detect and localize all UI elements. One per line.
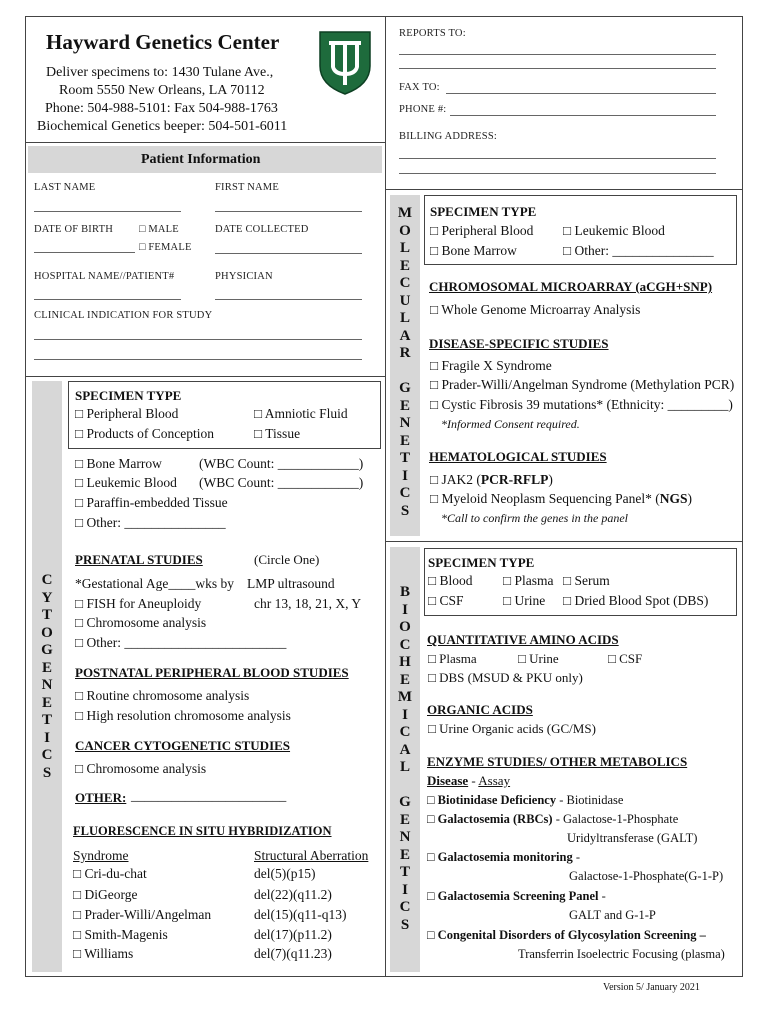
galactosemia-screening-line-2: GALT and G-1-P	[569, 908, 656, 922]
prenatal-other[interactable]: □ Other: ________________________	[75, 635, 287, 650]
galactosemia-rbc-disease: □ Galactosemia (RBCs)	[427, 812, 553, 826]
cyto-specimen-heading: SPECIMEN TYPE	[75, 388, 182, 403]
molecular-specimen-heading: SPECIMEN TYPE	[430, 204, 537, 219]
date-collected-field[interactable]	[215, 253, 362, 254]
biochem-dbs[interactable]: □ Dried Blood Spot (DBS)	[563, 593, 709, 608]
amino-csf[interactable]: □ CSF	[608, 651, 643, 666]
billing-label: BILLING ADDRESS:	[399, 131, 497, 142]
other-line[interactable]: _______________________	[131, 788, 287, 803]
center-divider	[385, 16, 386, 977]
first-name-field[interactable]	[215, 211, 362, 212]
cyto-vertical-label: C Y T O G E N E T I C S	[41, 572, 53, 781]
jak2[interactable]	[430, 473, 553, 487]
syndrome-item[interactable]: □ Smith-Magenis	[73, 927, 168, 942]
cyto-amniotic-fluid[interactable]: □ Amniotic Fluid	[254, 406, 348, 421]
molecular-peripheral-blood[interactable]: □ Peripheral Blood	[430, 223, 534, 238]
cancer-heading: CANCER CYTOGENETIC STUDIES	[75, 738, 291, 753]
billing-line-1[interactable]	[399, 158, 716, 159]
cyto-peripheral-blood[interactable]: □ Peripheral Blood	[75, 406, 179, 421]
molecular-bottom-rule	[385, 541, 743, 542]
galactosemia-screening-disease: □ Galactosemia Screening Panel	[427, 889, 599, 903]
prenatal-heading: PRENATAL STUDIES	[75, 552, 203, 567]
circle-one-note: (Circle One)	[254, 552, 320, 567]
hospital-field[interactable]	[34, 299, 181, 300]
molecular-vertical-label: M O L E C U L A R G E N E T I C S	[397, 205, 413, 519]
phone-line[interactable]	[450, 115, 716, 116]
syndrome-item[interactable]: □ Williams	[73, 946, 134, 961]
syndrome-item[interactable]: □ Prader-Willi/Angelman	[73, 907, 212, 922]
amino-urine[interactable]: □ Urine	[518, 651, 559, 666]
fish-heading: FLUORESCENCE IN SITU HYBRIDIZATION	[73, 824, 332, 838]
biochem-specimen-heading: SPECIMEN TYPE	[428, 555, 535, 570]
gestational-age[interactable]: *Gestational Age____wks by	[75, 576, 234, 591]
cyto-tissue[interactable]: □ Tissue	[254, 426, 301, 441]
biochem-plasma[interactable]: □ Plasma	[503, 573, 554, 588]
galactosemia-monitoring-disease: □ Galactosemia monitoring	[427, 850, 573, 864]
first-name-label: FIRST NAME	[215, 182, 279, 193]
beeper: Biochemical Genetics beeper: 504-501-6011	[37, 119, 288, 134]
deliver-line-2: Room 5550 New Orleans, LA 70112	[59, 83, 265, 98]
version-footer: Version 5/ January 2021	[603, 982, 700, 993]
male-checkbox[interactable]: □ MALE	[139, 224, 179, 235]
microarray-heading: CHROMOSOMAL MICROARRAY (aCGH+SNP)	[429, 279, 713, 294]
hospital-label: HOSPITAL NAME//PATIENT#	[34, 271, 175, 282]
galactosemia-rbc[interactable]	[427, 813, 678, 826]
cyto-leukemic-blood[interactable]: □ Leukemic Blood	[75, 475, 177, 490]
myeloid-suffix: )	[687, 491, 693, 506]
cdg-screening[interactable]: □ Congenital Disorders of Glycosylation Screening –	[427, 928, 706, 942]
amino-plasma[interactable]: □ Plasma	[428, 651, 477, 666]
myeloid-method: NGS	[659, 491, 688, 506]
female-checkbox[interactable]: □ FEMALE	[139, 242, 192, 253]
syndrome-column-header: Syndrome	[73, 848, 129, 863]
cyto-wbc-count-2[interactable]: (WBC Count: ____________)	[199, 475, 364, 490]
hematological-heading: HEMATOLOGICAL STUDIES	[429, 449, 607, 464]
fish-aneuploidy[interactable]: □ FISH for Aneuploidy	[75, 596, 202, 611]
clinical-indication-line-2[interactable]	[34, 359, 362, 360]
cyto-wbc-count-1[interactable]: (WBC Count: ____________)	[199, 456, 364, 471]
aberration-column-header: Structural Aberration	[254, 848, 369, 863]
aberration-item: del(17)(p11.2)	[254, 927, 332, 942]
cystic-fibrosis[interactable]: □ Cystic Fibrosis 39 mutations* (Ethnicity: _________)	[430, 397, 733, 412]
reports-to-label: REPORTS TO:	[399, 28, 466, 39]
reports-to-line-1[interactable]	[399, 54, 716, 55]
galactosemia-screening-dash: -	[598, 889, 606, 903]
cdg-screening-line-2: Transferrin Isoelectric Focusing (plasma)	[518, 947, 725, 961]
jak2-suffix: )	[548, 472, 553, 487]
reports-bottom-rule	[385, 189, 743, 190]
disease-specific-heading: DISEASE-SPECIFIC STUDIES	[429, 336, 609, 351]
disease-assay-legend	[427, 774, 510, 787]
galactosemia-monitoring-dash: -	[572, 850, 581, 864]
last-name-field[interactable]	[34, 211, 181, 212]
disease-assay-dash: -	[468, 773, 479, 788]
fax-to-label: FAX TO:	[399, 82, 440, 93]
myeloid-panel[interactable]	[430, 492, 692, 506]
organic-urine[interactable]: □ Urine Organic acids (GC/MS)	[428, 721, 596, 736]
syndrome-item[interactable]: □ DiGeorge	[73, 887, 138, 902]
lmp-ultrasound[interactable]: LMP ultrasound	[247, 576, 335, 591]
phone-fax: Phone: 504-988-5101: Fax 504-988-1763	[45, 101, 278, 116]
center-title: Hayward Genetics Center	[46, 30, 280, 54]
physician-field[interactable]	[215, 299, 362, 300]
phone-label: PHONE #:	[399, 104, 447, 115]
biochem-vertical-label: B I O C H E M I C A L G E N E T I C S	[397, 584, 413, 933]
cyto-paraffin-tissue[interactable]: □ Paraffin-embedded Tissue	[75, 495, 228, 510]
reports-to-line-2[interactable]	[399, 68, 716, 69]
galactosemia-monitoring[interactable]	[427, 851, 580, 864]
aberration-item: del(7)(q11.23)	[254, 946, 332, 961]
deliver-line-1: Deliver specimens to: 1430 Tulane Ave.,	[46, 65, 274, 80]
clinical-indication-label: CLINICAL INDICATION FOR STUDY	[34, 310, 213, 321]
date-collected-label: DATE COLLECTED	[215, 224, 309, 235]
clinical-indication-line-1[interactable]	[34, 339, 362, 340]
biotinidase-disease: □ Biotinidase Deficiency	[427, 793, 557, 807]
whole-genome-microarray[interactable]: □ Whole Genome Microarray Analysis	[430, 302, 641, 317]
prenatal-chromosome-analysis[interactable]: □ Chromosome analysis	[75, 615, 207, 630]
cyto-other-specimen[interactable]: □ Other: _______________	[75, 515, 226, 530]
high-res-chromosome-analysis[interactable]: □ High resolution chromosome analysis	[75, 708, 291, 723]
molecular-bone-marrow[interactable]: □ Bone Marrow	[430, 243, 517, 258]
amino-acids-heading: QUANTITATIVE AMINO ACIDS	[427, 632, 619, 647]
galactosemia-rbc-line-2: Uridyltransferase (GALT)	[567, 831, 698, 845]
billing-line-2[interactable]	[399, 173, 716, 174]
assay-label: Assay	[478, 773, 511, 788]
enzyme-heading: ENZYME STUDIES/ OTHER METABOLICS	[427, 754, 688, 769]
biochem-blood[interactable]: □ Blood	[428, 573, 473, 588]
biotinidase-assay: - Biotinidase	[556, 793, 624, 807]
tulane-shield-logo	[318, 30, 372, 96]
syndrome-item[interactable]: □ Cri-du-chat	[73, 866, 147, 881]
patient-bottom-rule	[25, 376, 385, 377]
biochem-csf[interactable]: □ CSF	[428, 593, 464, 608]
call-to-confirm-note: *Call to confirm the genes in the panel	[441, 511, 628, 525]
prader-willi-methylation[interactable]: □ Prader-Willi/Angelman Syndrome (Methylation PCR)	[430, 377, 735, 392]
aberration-item: del(5)(p15)	[254, 866, 316, 881]
galactosemia-monitoring-line-2: Galactose-1-Phosphate(G-1-P)	[569, 869, 724, 883]
last-name-label: LAST NAME	[34, 182, 96, 193]
dob-label: DATE OF BIRTH	[34, 224, 113, 235]
biochem-urine[interactable]: □ Urine	[503, 593, 546, 608]
physician-label: PHYSICIAN	[215, 271, 273, 282]
molecular-leukemic-blood[interactable]: □ Leukemic Blood	[563, 223, 665, 238]
dob-field[interactable]	[34, 252, 135, 253]
disease-label: Disease	[427, 773, 469, 788]
galactosemia-rbc-assay: - Galactose-1-Phosphate	[552, 812, 679, 826]
jak2-prefix: □ JAK2 (	[430, 472, 481, 487]
cyto-bone-marrow[interactable]: □ Bone Marrow	[75, 456, 162, 471]
aberration-item: del(15)(q11-q13)	[254, 907, 347, 922]
biochem-serum[interactable]: □ Serum	[563, 573, 610, 588]
informed-consent-note: *Informed Consent required.	[441, 417, 580, 431]
fragile-x[interactable]: □ Fragile X Syndrome	[430, 358, 552, 373]
routine-chromosome-analysis[interactable]: □ Routine chromosome analysis	[75, 688, 250, 703]
jak2-method: PCR-RFLP	[480, 472, 549, 487]
aberration-item: del(22)(q11.2)	[254, 887, 332, 902]
fish-chromosomes: chr 13, 18, 21, X, Y	[254, 596, 362, 611]
galactosemia-screening[interactable]	[427, 890, 606, 903]
postnatal-heading: POSTNATAL PERIPHERAL BLOOD STUDIES	[75, 665, 349, 680]
patient-heading: Patient Information	[141, 152, 261, 167]
myeloid-prefix: □ Myeloid Neoplasm Sequencing Panel* (	[430, 491, 660, 506]
cancer-chromosome-analysis[interactable]: □ Chromosome analysis	[75, 761, 207, 776]
amino-dbs[interactable]: □ DBS (MSUD & PKU only)	[428, 670, 583, 685]
fax-to-line[interactable]	[446, 93, 716, 94]
other-label: OTHER:	[75, 790, 127, 805]
cyto-products-of-conception[interactable]: □ Products of Conception	[75, 426, 215, 441]
organic-acids-heading: ORGANIC ACIDS	[427, 702, 533, 717]
molecular-other[interactable]: □ Other: _______________	[563, 243, 714, 258]
biotinidase[interactable]	[427, 794, 623, 807]
header-bottom-rule	[25, 142, 385, 143]
